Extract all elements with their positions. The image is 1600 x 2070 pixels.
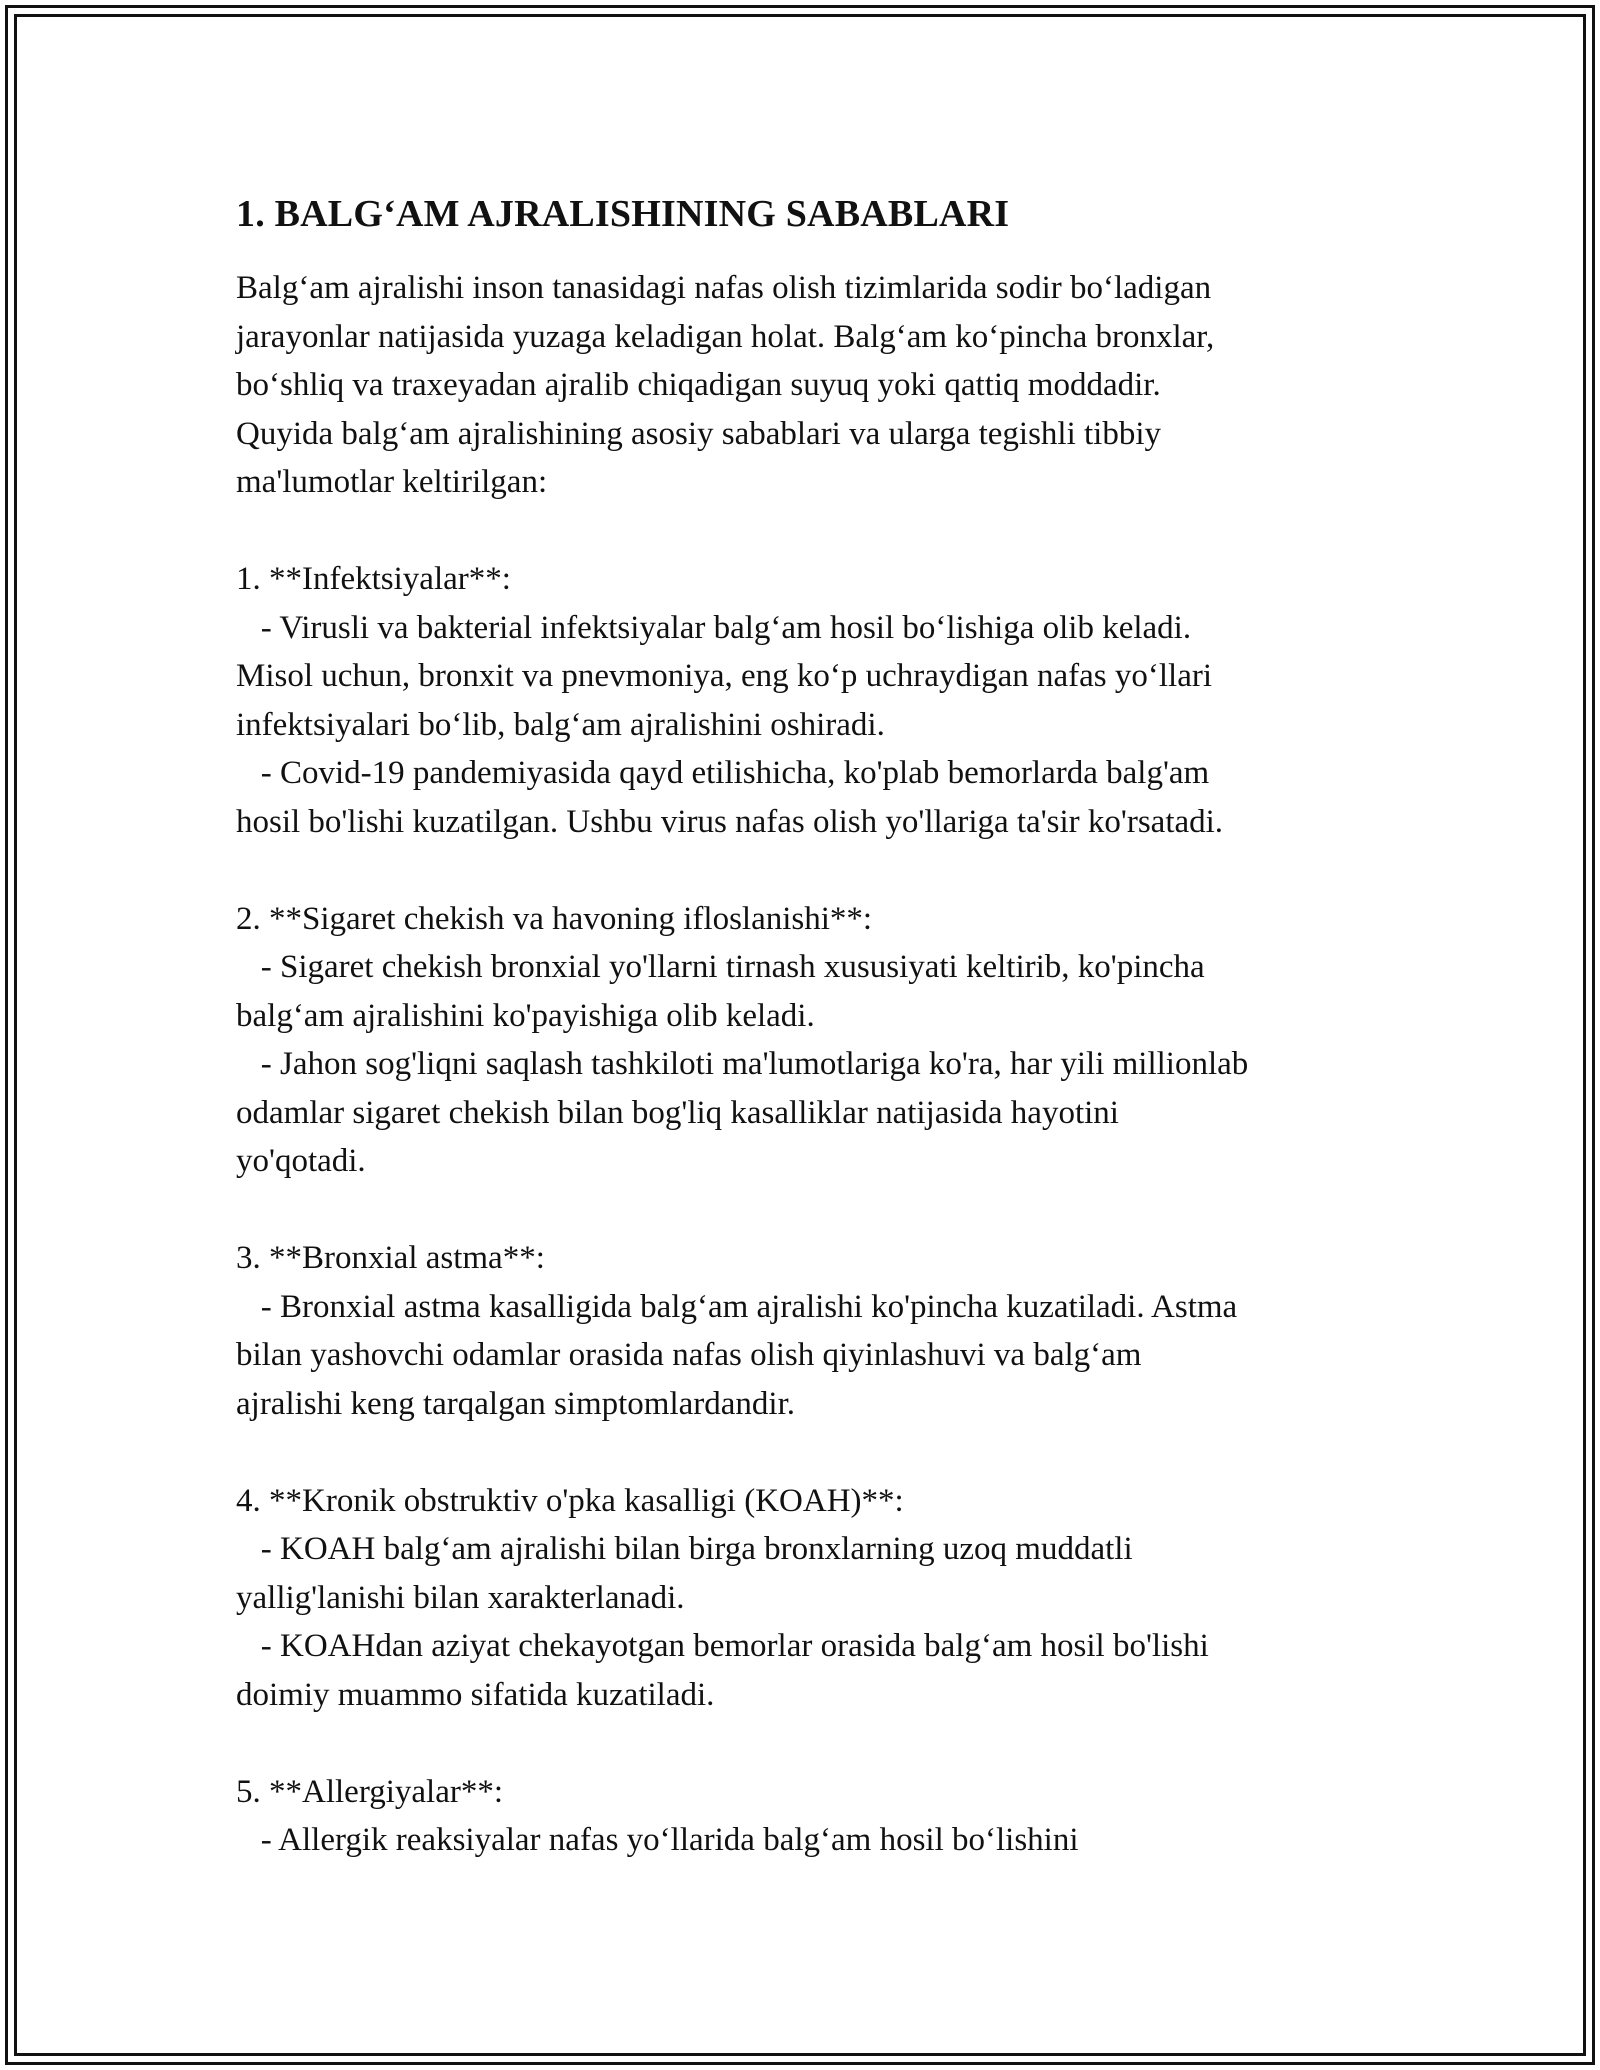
intro-line: Quyida balg‘am ajralishining asosiy sabablari va ularga tegishli tibbiy: [236, 415, 1162, 452]
section-line: - Sigaret chekish bronxial yo'llarni tirnash xususiyati keltirib, ko'pincha: [236, 949, 1205, 985]
section-line: yallig'lanishi bilan xarakterlanadi.: [236, 1579, 685, 1616]
section-infections: [236, 555, 1386, 846]
section-line: - KOAH balg‘am ajralishi bilan birga bronxlarning uzoq muddatli: [236, 1531, 1133, 1567]
section-line: - Bronxial astma kasalligida balg‘am ajralishi ko'pincha kuzatiladi. Astma: [236, 1288, 1238, 1325]
section-line: - Virusli va bakterial infektsiyalar balg‘am hosil bo‘lishiga olib keladi.: [236, 609, 1192, 646]
section-heading: 3. **Bronxial astma**:: [236, 1240, 545, 1276]
section-line: infektsiyalari bo‘lib, balg‘am ajralishini oshiradi.: [236, 706, 885, 743]
section-line: - Allergik reaksiyalar nafas yo‘llarida balg‘am hosil bo‘lishini: [236, 1822, 1079, 1858]
section-line: - KOAHdan aziyat chekayotgan bemorlar orasida balg‘am hosil bo'lishi: [236, 1628, 1209, 1664]
section-line: ajralishi keng tarqalgan simptomlardandir.: [236, 1385, 796, 1422]
section-heading: 2. **Sigaret chekish va havoning ifloslanishi**:: [236, 900, 873, 937]
section-bronchial-asthma: [236, 1234, 1386, 1428]
section-smoking-pollution: [236, 895, 1386, 1186]
section-heading: 4. **Kronik obstruktiv o'pka kasalligi (KOAH)**:: [236, 1482, 904, 1519]
section-line: - Jahon sog'liqni saqlash tashkiloti ma'lumotlariga ko'ra, har yili millionlab: [236, 1046, 1249, 1082]
intro-line: ma'lumotlar keltirilgan:: [236, 464, 548, 500]
intro-line: jarayonlar natijasida yuzaga keladigan holat. Balg‘am ko‘pincha bronxlar,: [236, 318, 1215, 355]
section-allergies: [236, 1768, 1386, 1865]
section-line: Misol uchun, bronxit va pnevmoniya, eng ko‘p uchraydigan nafas yo‘llari: [236, 658, 1213, 694]
section-heading: 5. **Allergiyalar**:: [236, 1773, 503, 1810]
section-line: - Covid-19 pandemiyasida qayd etilishicha, ko'plab bemorlarda balg'am: [236, 755, 1210, 791]
section-line: odamlar sigaret chekish bilan bog'liq kasalliklar natijasida hayotini: [236, 1094, 1119, 1131]
section-line: doimiy muammo sifatida kuzatiladi.: [236, 1676, 715, 1713]
section-heading: 1. **Infektsiyalar**:: [236, 561, 511, 597]
section-line: hosil bo'lishi kuzatilgan. Ushbu virus nafas olish yo'llariga ta'sir ko'rsatadi.: [236, 803, 1224, 840]
intro-paragraph: [236, 264, 1386, 507]
document-title: 1. BALG‘AM AJRALISHINING SABABLARI: [236, 193, 1010, 235]
section-copd: [236, 1477, 1386, 1720]
document-body: [236, 182, 1386, 1865]
section-line: balg‘am ajralishini ko'payishiga olib keladi.: [236, 997, 815, 1034]
intro-line: bo‘shliq va traxeyadan ajralib chiqadigan suyuq yoki qattiq moddadir.: [236, 367, 1161, 403]
section-line: yo'qotadi.: [236, 1143, 366, 1179]
intro-line: Balg‘am ajralishi inson tanasidagi nafas olish tizimlarida sodir bo‘ladigan: [236, 270, 1212, 306]
section-line: bilan yashovchi odamlar orasida nafas olish qiyinlashuvi va balg‘am: [236, 1337, 1142, 1373]
